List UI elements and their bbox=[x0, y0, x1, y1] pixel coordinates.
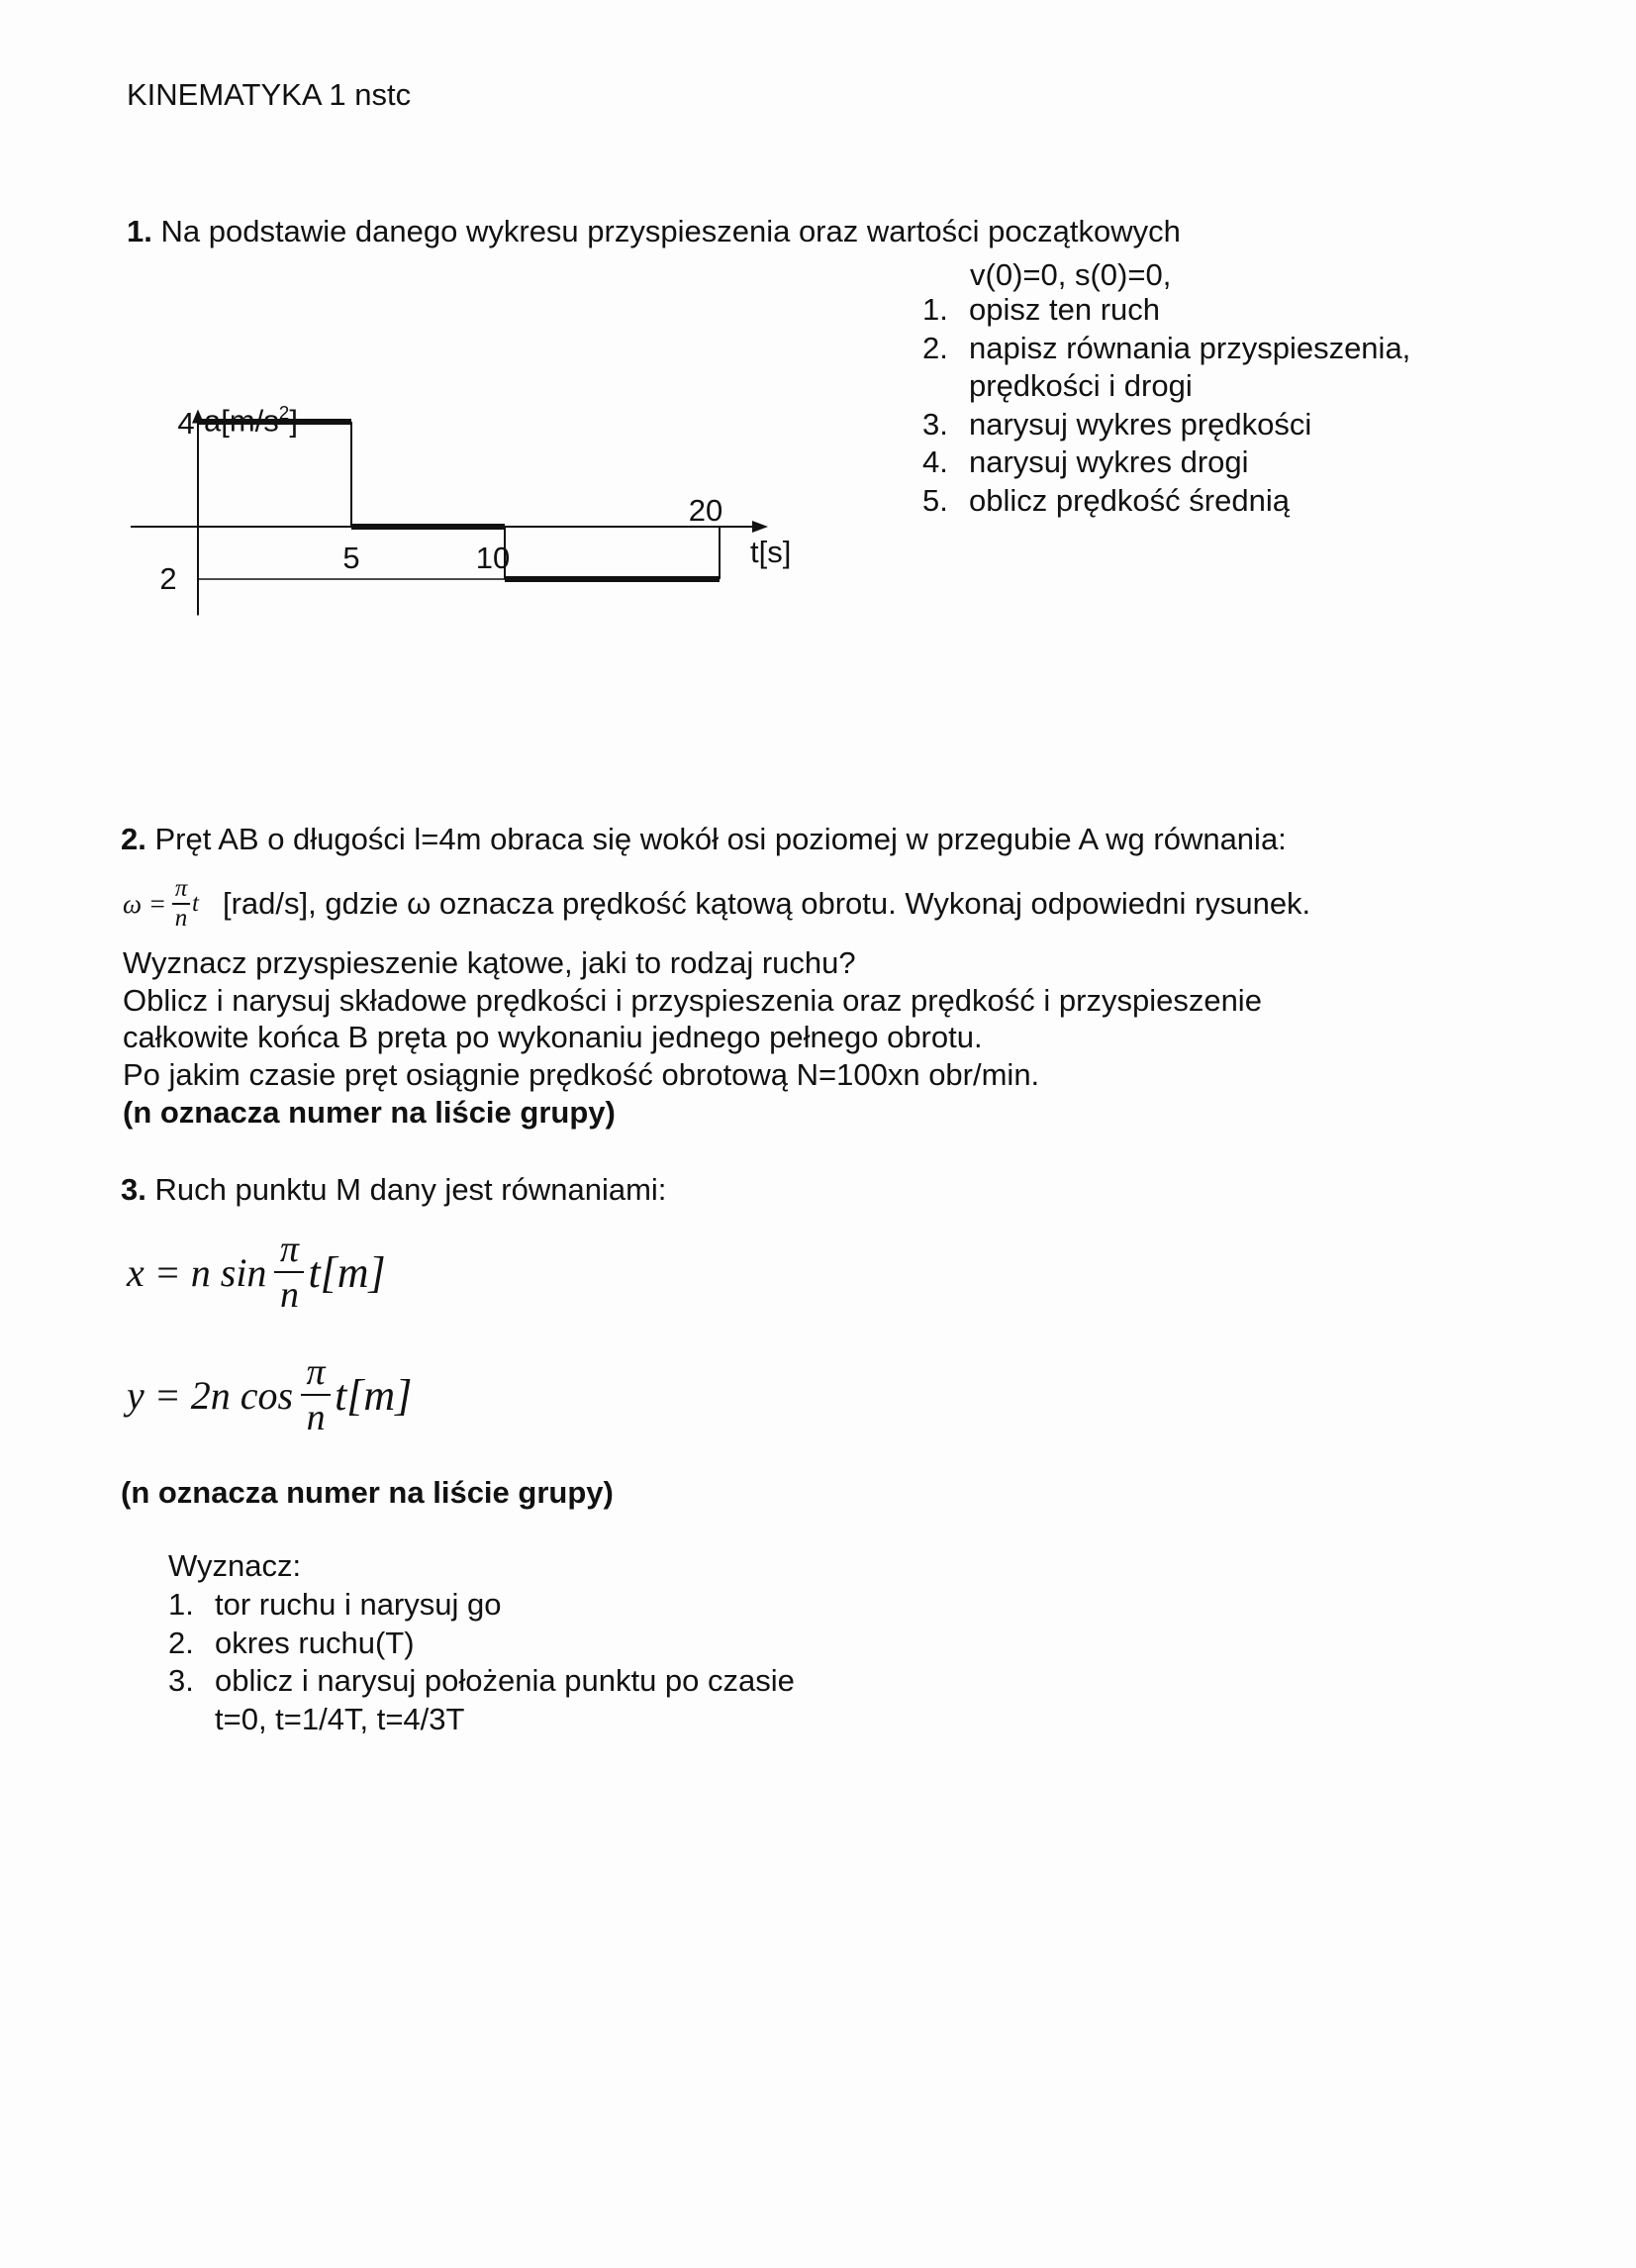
y-tick-label: 4 bbox=[177, 406, 195, 441]
equation-x-lhs: x = n sin bbox=[127, 1249, 267, 1295]
x-tick-label: 5 bbox=[342, 541, 360, 575]
x-axis-arrow bbox=[752, 521, 768, 533]
equation-x bbox=[127, 1228, 386, 1317]
list-item-text: tor ruchu i narysuj go bbox=[215, 1587, 502, 1622]
list-item-text: oblicz i narysuj położenia punktu po czasie bbox=[215, 1663, 795, 1698]
list-item-text: napisz równania przyspieszenia, bbox=[969, 330, 1411, 365]
task2-note: (n oznacza numer na liście grupy) bbox=[123, 1095, 616, 1130]
task3-list bbox=[168, 1586, 795, 1738]
task1-number: 1. bbox=[127, 214, 152, 248]
equation-x-rhs: t[m] bbox=[308, 1247, 386, 1297]
list-item bbox=[922, 406, 1410, 444]
list-item-number: 4. bbox=[922, 444, 948, 479]
task2-omega-row bbox=[123, 875, 1310, 933]
task1-initial-values: v(0)=0, s(0)=0, bbox=[970, 257, 1172, 292]
page-title: KINEMATYKA 1 nstc bbox=[127, 77, 412, 112]
list-item-text: narysuj wykres prędkości bbox=[969, 406, 1312, 442]
list-item bbox=[922, 444, 1410, 482]
list-item bbox=[168, 1701, 795, 1739]
y-axis-label: $a[m/s^2]$ bbox=[204, 403, 298, 439]
omega-fraction bbox=[172, 875, 190, 933]
equation-x-numerator: π bbox=[279, 1229, 299, 1270]
list-item-text: narysuj wykres drogi bbox=[969, 444, 1249, 479]
task2-number: 2. bbox=[121, 822, 146, 856]
omega-variable: t bbox=[192, 890, 199, 917]
equation-y-lhs: y = 2n cos bbox=[127, 1372, 294, 1418]
list-item-text: oblicz prędkość średnią bbox=[969, 482, 1290, 518]
acceleration-chart bbox=[119, 267, 831, 673]
equation-y-denominator: n bbox=[306, 1397, 326, 1438]
task2-line6: Po jakim czasie pręt osiągnie prędkość obrotową N=100xn obr/min. bbox=[123, 1057, 1040, 1092]
task1-list bbox=[922, 291, 1410, 520]
x-tick-label: 20 bbox=[688, 493, 723, 528]
list-item-number: 1. bbox=[922, 292, 948, 327]
task1-heading bbox=[127, 214, 1181, 249]
list-item-number: 2. bbox=[922, 330, 948, 365]
list-item bbox=[922, 291, 1410, 330]
list-item-number: 5. bbox=[922, 482, 948, 518]
y-tick-label: 2 bbox=[159, 561, 177, 596]
task1-intro: Na podstawie danego wykresu przyspieszenia oraz wartości początkowych bbox=[160, 214, 1181, 248]
task3-note: (n oznacza numer na liście grupy) bbox=[121, 1475, 614, 1510]
list-item-text: okres ruchu(T) bbox=[215, 1625, 415, 1660]
task2-line2: [rad/s], gdzie ω oznacza prędkość kątową obrotu. Wykonaj odpowiedni rysunek. bbox=[223, 886, 1311, 921]
equation-y-rhs: t[m] bbox=[335, 1370, 413, 1420]
task3-intro: Ruch punktu M dany jest równaniami: bbox=[154, 1172, 667, 1207]
task2-line4: Oblicz i narysuj składowe prędkości i przyspieszenia oraz prędkość i przyspieszenie bbox=[123, 983, 1262, 1018]
list-item bbox=[168, 1662, 795, 1701]
equation-x-fraction bbox=[274, 1228, 304, 1317]
list-item-number: 3. bbox=[168, 1663, 194, 1698]
list-item-number: 3. bbox=[922, 406, 948, 442]
list-item-number: 2. bbox=[168, 1625, 194, 1660]
list-item bbox=[168, 1586, 795, 1625]
task3-heading bbox=[121, 1172, 666, 1208]
omega-numerator: π bbox=[174, 875, 188, 902]
x-axis-label: t[s] bbox=[750, 535, 792, 569]
x-tick-label: 10 bbox=[475, 541, 511, 575]
list-item-number bbox=[922, 367, 969, 406]
task2-heading bbox=[121, 822, 1287, 857]
task2-line5: całkowite końca B pręta po wykonaniu jednego pełnego obrotu. bbox=[123, 1020, 983, 1054]
task3-wyznacz: Wyznacz: bbox=[168, 1548, 302, 1583]
task2-line3: Wyznacz przyspieszenie kątowe, jaki to rodzaj ruchu? bbox=[123, 945, 856, 980]
equation-y-numerator: π bbox=[306, 1351, 326, 1393]
equation-y bbox=[127, 1350, 412, 1439]
omega-denominator: n bbox=[174, 905, 188, 932]
task2-line1: Pręt AB o długości l=4m obraca się wokół osi poziomej w przegubie A wg równania: bbox=[154, 822, 1287, 856]
list-item bbox=[168, 1625, 795, 1663]
list-item bbox=[922, 330, 1410, 368]
list-item bbox=[922, 482, 1410, 521]
list-item-text: t=0, t=1/4T, t=4/3T bbox=[215, 1701, 465, 1736]
list-item-text: prędkości i drogi bbox=[969, 368, 1193, 403]
list-item-number bbox=[168, 1701, 215, 1739]
list-item-text: opisz ten ruch bbox=[969, 292, 1160, 327]
equation-y-fraction bbox=[301, 1350, 331, 1439]
list-item-number: 1. bbox=[168, 1587, 194, 1622]
list-item bbox=[922, 367, 1410, 406]
omega-lhs: ω = bbox=[123, 888, 167, 919]
task3-number: 3. bbox=[121, 1172, 146, 1207]
equation-x-denominator: n bbox=[279, 1274, 299, 1316]
